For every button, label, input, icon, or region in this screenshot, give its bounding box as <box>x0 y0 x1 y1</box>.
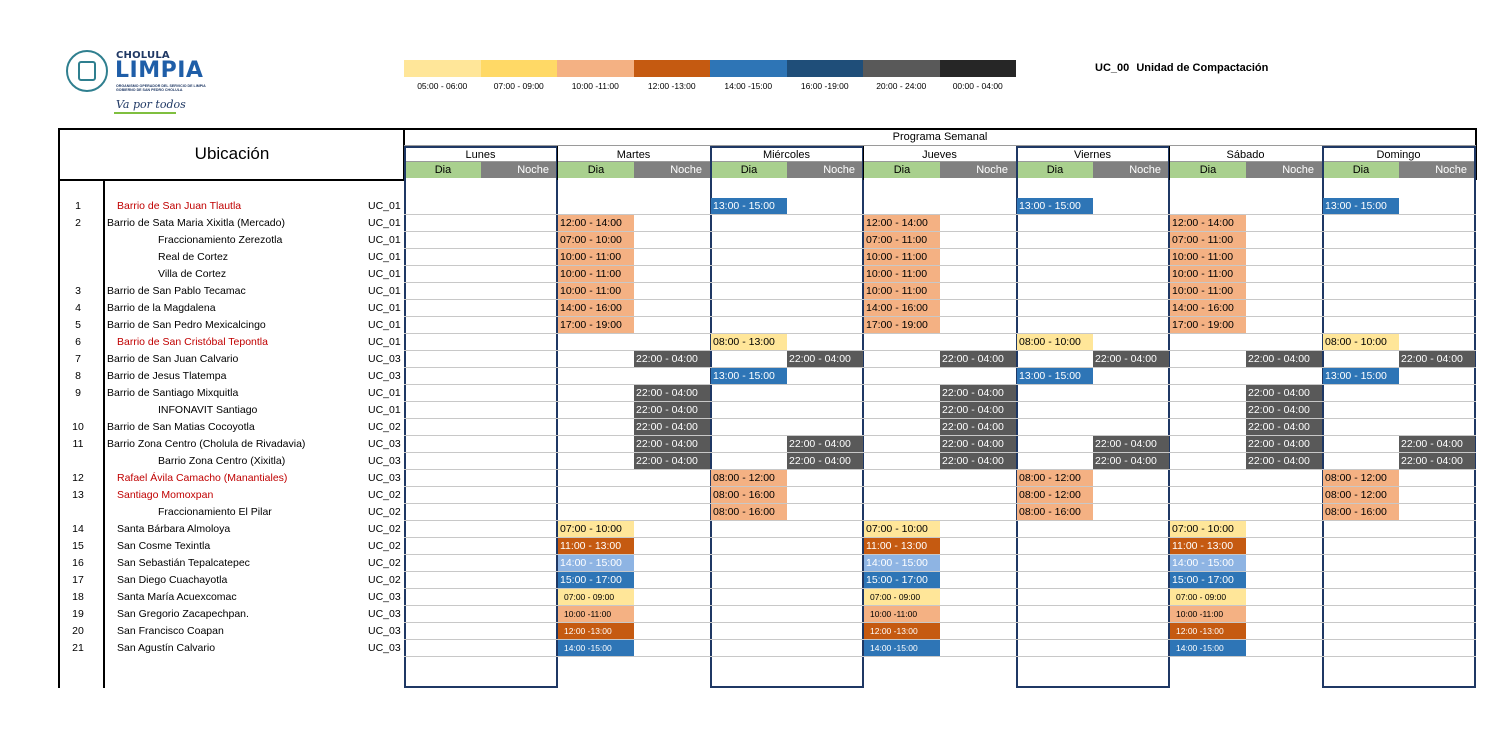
logo-subtitle: ORGANISMO OPERADOR DEL SERVICIO DE LIMPIA GOBIERNO DE SAN PEDRO CHOLULA <box>116 84 206 92</box>
row-gridline <box>404 367 1476 368</box>
row-number: 8 <box>75 370 81 382</box>
row-number: 5 <box>75 319 81 331</box>
row-gridline <box>404 333 1476 334</box>
schedule-chip: 07:00 - 09:00 <box>558 589 634 605</box>
row-number: 21 <box>72 642 84 654</box>
ubicacion-header: Ubicación <box>194 144 270 163</box>
schedule-chip: 14:00 - 16:00 <box>1170 300 1246 316</box>
row-gridline <box>404 469 1476 470</box>
schedule-chip: 22:00 - 04:00 <box>1246 402 1322 418</box>
location-name: Santiago Momoxpan <box>117 489 214 501</box>
row-number: 11 <box>72 438 84 450</box>
schedule-chip: 22:00 - 04:00 <box>940 453 1016 469</box>
schedule-chip: 07:00 - 10:00 <box>558 232 634 248</box>
row-number: 9 <box>75 387 81 399</box>
unit-code-cell: UC_03 <box>368 591 401 603</box>
schedule-chip: 22:00 - 04:00 <box>787 436 863 452</box>
table-number-col-border <box>103 180 105 688</box>
day-column-sep <box>863 146 864 180</box>
noche-subheader: Noche <box>1399 162 1475 178</box>
location-name: Barrio Zona Centro (Cholula de Rivadavia) <box>107 438 306 450</box>
unit-code-cell: UC_02 <box>368 574 401 586</box>
schedule-chip: 13:00 - 15:00 <box>1323 368 1399 384</box>
location-name: Barrio de San Matias Cocoyotla <box>107 421 255 433</box>
dia-subheader: Dia <box>864 162 940 178</box>
unit-code-cell: UC_01 <box>368 285 401 297</box>
dia-subheader: Dia <box>405 162 481 178</box>
schedule-chip: 08:00 - 16:00 <box>711 487 787 503</box>
location-name: Barrio de San Juan Calvario <box>107 353 239 365</box>
unit-code-cell: UC_02 <box>368 523 401 535</box>
location-name: San Sebastián Tepalcatepec <box>117 557 250 569</box>
legend-label: 20:00 - 24:00 <box>876 81 927 91</box>
unit-code-cell: UC_01 <box>368 217 401 229</box>
day-column-box <box>1016 146 1170 688</box>
schedule-chip: 22:00 - 04:00 <box>1093 351 1169 367</box>
schedule-chip: 12:00 -13:00 <box>864 623 940 639</box>
unit-code-cell: UC_03 <box>368 353 401 365</box>
schedule-chip: 13:00 - 15:00 <box>711 368 787 384</box>
row-number: 7 <box>75 353 81 365</box>
header-bottom-border <box>58 179 406 181</box>
schedule-chip: 10:00 -11:00 <box>864 606 940 622</box>
schedule-chip: 10:00 - 11:00 <box>1170 266 1246 282</box>
schedule-chip: 11:00 - 13:00 <box>558 538 634 554</box>
schedule-chip: 08:00 - 16:00 <box>711 504 787 520</box>
schedule-chip: 08:00 - 12:00 <box>1323 470 1399 486</box>
schedule-chip: 14:00 - 15:00 <box>1170 555 1246 571</box>
unit-code-cell: UC_01 <box>368 302 401 314</box>
schedule-chip: 22:00 - 04:00 <box>1399 351 1475 367</box>
schedule-chip: 11:00 - 13:00 <box>1170 538 1246 554</box>
row-number: 18 <box>72 591 84 603</box>
row-number: 14 <box>72 523 84 535</box>
unit-code-cell: UC_02 <box>368 540 401 552</box>
programa-bottom-line <box>404 145 1476 146</box>
schedule-chip: 22:00 - 04:00 <box>634 351 710 367</box>
schedule-chip: 12:00 - 14:00 <box>864 215 940 231</box>
legend-label: 12:00 -13:00 <box>647 81 696 91</box>
unit-code-cell: UC_02 <box>368 489 401 501</box>
day-header-0: Lunes <box>465 149 496 161</box>
schedule-chip: 14:00 -15:00 <box>864 640 940 656</box>
unit-code-cell: UC_02 <box>368 421 401 433</box>
unit-code-cell: UC_03 <box>368 642 401 654</box>
unit-code-cell: UC_03 <box>368 472 401 484</box>
schedule-chip: 14:00 - 16:00 <box>558 300 634 316</box>
schedule-chip: 22:00 - 04:00 <box>940 351 1016 367</box>
row-number: 15 <box>72 540 84 552</box>
schedule-chip: 10:00 - 11:00 <box>864 249 940 265</box>
noche-subheader: Noche <box>634 162 710 178</box>
schedule-chip: 10:00 - 11:00 <box>558 283 634 299</box>
schedule-chip: 15:00 - 17:00 <box>1170 572 1246 588</box>
day-header-4: Viernes <box>1073 149 1112 161</box>
unit-code-cell: UC_03 <box>368 608 401 620</box>
unit-code-cell: UC_03 <box>368 438 401 450</box>
schedule-chip: 22:00 - 04:00 <box>1246 351 1322 367</box>
row-number: 20 <box>72 625 84 637</box>
legend-label: 05:00 - 06:00 <box>417 81 468 91</box>
schedule-chip: 14:00 - 15:00 <box>864 555 940 571</box>
unit-code-cell: UC_01 <box>368 234 401 246</box>
noche-subheader: Noche <box>481 162 557 178</box>
unit-code-cell: UC_03 <box>368 370 401 382</box>
schedule-chip: 12:00 -13:00 <box>558 623 634 639</box>
schedule-chip: 22:00 - 04:00 <box>1246 453 1322 469</box>
row-number: 4 <box>75 302 81 314</box>
location-name: Villa de Cortez <box>158 268 227 280</box>
noche-subheader: Noche <box>787 162 863 178</box>
logo-slogan: Va por todos <box>116 98 186 111</box>
location-name: San Gregorio Zacapechpan. <box>117 608 249 620</box>
schedule-chip: 22:00 - 04:00 <box>1093 436 1169 452</box>
logo-brand-top: CHOLULA <box>116 50 170 61</box>
location-name: San Diego Cuachayotla <box>117 574 228 586</box>
day-header-sep <box>1169 161 1322 162</box>
noche-subheader: Noche <box>1093 162 1169 178</box>
schedule-chip: 22:00 - 04:00 <box>787 351 863 367</box>
schedule-chip: 07:00 - 11:00 <box>864 232 940 248</box>
legend-label: 00:00 - 04:00 <box>952 81 1003 91</box>
location-name: Fraccionamiento Zerezotla <box>158 234 283 246</box>
schedule-chip: 07:00 - 10:00 <box>558 521 634 537</box>
schedule-chip: 22:00 - 04:00 <box>634 402 710 418</box>
dia-subheader: Dia <box>711 162 787 178</box>
location-name: Santa Bárbara Almoloya <box>117 523 231 535</box>
schedule-chip: 08:00 - 12:00 <box>1017 487 1093 503</box>
dia-subheader: Dia <box>558 162 634 178</box>
schedule-chip: 10:00 - 11:00 <box>864 283 940 299</box>
noche-subheader: Noche <box>1246 162 1322 178</box>
location-name: Rafael Ávila Camacho (Manantiales) <box>117 472 288 484</box>
location-name: Fraccionamiento El Pilar <box>158 506 272 518</box>
row-number: 2 <box>75 217 81 229</box>
schedule-chip: 11:00 - 13:00 <box>864 538 940 554</box>
location-name: San Agustín Calvario <box>117 642 216 654</box>
row-gridline <box>404 656 1476 657</box>
programa-semanal-header: Programa Semanal <box>892 131 988 143</box>
schedule-chip: 22:00 - 04:00 <box>940 385 1016 401</box>
location-name: San Francisco Coapan <box>117 625 224 637</box>
schedule-chip: 22:00 - 04:00 <box>940 436 1016 452</box>
unit-code-cell: UC_01 <box>368 268 401 280</box>
row-number: 6 <box>75 336 81 348</box>
table-left-border <box>58 128 60 688</box>
location-name: Barrio de la Magdalena <box>107 302 216 314</box>
schedule-chip: 08:00 - 12:00 <box>1017 470 1093 486</box>
legend-label: 16:00 -19:00 <box>800 81 849 91</box>
location-name: Barrio de San Pedro Mexicalcingo <box>107 319 266 331</box>
schedule-chip: 14:00 - 16:00 <box>864 300 940 316</box>
schedule-chip: 12:00 - 14:00 <box>558 215 634 231</box>
unit-name: Unidad de Compactación <box>1136 62 1269 74</box>
schedule-chip: 08:00 - 12:00 <box>1323 487 1399 503</box>
schedule-chip: 10:00 - 11:00 <box>864 266 940 282</box>
schedule-chip: 08:00 - 10:00 <box>1323 334 1399 350</box>
schedule-chip: 22:00 - 04:00 <box>634 385 710 401</box>
row-number: 10 <box>72 421 84 433</box>
schedule-chip: 08:00 - 16:00 <box>1323 504 1399 520</box>
day-column-sep <box>557 146 558 180</box>
day-header-5: Sábado <box>1226 149 1265 161</box>
schedule-chip: 07:00 - 09:00 <box>864 589 940 605</box>
unit-code-cell: UC_03 <box>368 625 401 637</box>
legend-label: 07:00 - 09:00 <box>493 81 544 91</box>
schedule-chip: 17:00 - 19:00 <box>864 317 940 333</box>
schedule-chip: 08:00 - 13:00 <box>711 334 787 350</box>
day-column-box <box>404 146 558 688</box>
schedule-chip: 17:00 - 19:00 <box>558 317 634 333</box>
schedule-chip: 08:00 - 10:00 <box>1017 334 1093 350</box>
legend-label: 14:00 -15:00 <box>724 81 773 91</box>
location-name: Barrio de San Cristóbal Tepontla <box>117 336 268 348</box>
day-column-box <box>1322 146 1476 688</box>
logo-brand-main: LIMPIA <box>115 58 204 83</box>
day-header-sep <box>557 161 710 162</box>
schedule-chip: 22:00 - 04:00 <box>940 419 1016 435</box>
row-gridline <box>404 503 1476 504</box>
row-gridline <box>404 486 1476 487</box>
schedule-chip: 10:00 -11:00 <box>1170 606 1246 622</box>
schedule-chip: 07:00 - 10:00 <box>1170 521 1246 537</box>
schedule-chip: 22:00 - 04:00 <box>1399 436 1475 452</box>
dia-subheader: Dia <box>1323 162 1399 178</box>
schedule-chip: 14:00 -15:00 <box>1170 640 1246 656</box>
unit-code-cell: UC_02 <box>368 506 401 518</box>
schedule-chip: 10:00 - 11:00 <box>1170 283 1246 299</box>
day-header-1: Martes <box>616 149 651 161</box>
schedule-chip: 15:00 - 17:00 <box>864 572 940 588</box>
unit-code-cell: UC_01 <box>368 404 401 416</box>
schedule-chip: 10:00 - 11:00 <box>1170 249 1246 265</box>
schedule-chip: 10:00 - 11:00 <box>558 249 634 265</box>
location-name: Santa María Acuexcomac <box>117 591 237 603</box>
schedule-chip: 22:00 - 04:00 <box>1399 453 1475 469</box>
schedule-chip: 13:00 - 15:00 <box>1323 198 1399 214</box>
schedule-chip: 07:00 - 09:00 <box>1170 589 1246 605</box>
unit-code-cell: UC_01 <box>368 387 401 399</box>
row-number: 1 <box>75 200 81 212</box>
dia-subheader: Dia <box>1170 162 1246 178</box>
row-number: 12 <box>72 472 84 484</box>
unit-code-cell: UC_02 <box>368 557 401 569</box>
location-name: INFONAVIT Santiago <box>158 404 258 416</box>
location-name: Barrio de San Pablo Tecamac <box>107 285 246 297</box>
schedule-chip: 07:00 - 10:00 <box>864 521 940 537</box>
location-name: Barrio de Jesus Tlatempa <box>107 370 227 382</box>
unit-code-cell: UC_03 <box>368 455 401 467</box>
day-column-box <box>710 146 864 688</box>
schedule-chip: 14:00 - 15:00 <box>558 555 634 571</box>
location-name: Barrio Zona Centro (Xixitla) <box>158 455 286 467</box>
schedule-chip: 17:00 - 19:00 <box>1170 317 1246 333</box>
row-number: 13 <box>72 489 84 501</box>
schedule-chip: 22:00 - 04:00 <box>634 436 710 452</box>
schedule-chip: 07:00 - 11:00 <box>1170 232 1246 248</box>
location-name: Barrio de Santiago Mixquitla <box>107 387 239 399</box>
location-name: San Cosme Texintla <box>117 540 211 552</box>
table-top-border <box>404 128 1477 130</box>
noche-subheader: Noche <box>940 162 1016 178</box>
schedule-chip: 22:00 - 04:00 <box>634 453 710 469</box>
day-header-sep <box>863 161 1016 162</box>
location-name: Real de Cortez <box>158 251 229 263</box>
table-left-top-border <box>58 128 406 130</box>
row-number: 17 <box>72 574 84 586</box>
schedule-chip: 22:00 - 04:00 <box>787 453 863 469</box>
schedule-chip: 14:00 -15:00 <box>558 640 634 656</box>
schedule-chip: 22:00 - 04:00 <box>1246 419 1322 435</box>
day-header-2: Miércoles <box>762 149 811 161</box>
day-header-3: Jueves <box>922 149 957 161</box>
schedule-chip: 08:00 - 16:00 <box>1017 504 1093 520</box>
dia-subheader: Dia <box>1017 162 1093 178</box>
location-name: Barrio de Sata Maria Xixitla (Mercado) <box>107 217 285 229</box>
schedule-chip: 08:00 - 12:00 <box>711 470 787 486</box>
unit-code-cell: UC_01 <box>368 251 401 263</box>
day-header-6: Domingo <box>1376 149 1421 161</box>
unit-code-cell: UC_01 <box>368 336 401 348</box>
row-number: 3 <box>75 285 81 297</box>
schedule-chip: 22:00 - 04:00 <box>1246 436 1322 452</box>
schedule-chip: 12:00 - 14:00 <box>1170 215 1246 231</box>
day-column-sep <box>1169 146 1170 180</box>
row-number: 19 <box>72 608 84 620</box>
schedule-chip: 10:00 -11:00 <box>558 606 634 622</box>
schedule-chip: 12:00 -13:00 <box>1170 623 1246 639</box>
unit-code-cell: UC_01 <box>368 200 401 212</box>
legend-label: 10:00 -11:00 <box>571 81 619 91</box>
unit-code: UC_00 <box>1095 62 1130 74</box>
schedule-chip: 15:00 - 17:00 <box>558 572 634 588</box>
schedule-chip: 13:00 - 15:00 <box>1017 198 1093 214</box>
row-number: 16 <box>72 557 84 569</box>
unit-code-cell: UC_01 <box>368 319 401 331</box>
schedule-chip: 13:00 - 15:00 <box>711 198 787 214</box>
schedule-chip: 13:00 - 15:00 <box>1017 368 1093 384</box>
schedule-chip: 22:00 - 04:00 <box>940 402 1016 418</box>
schedule-chip: 22:00 - 04:00 <box>1093 453 1169 469</box>
schedule-chip: 22:00 - 04:00 <box>1246 385 1322 401</box>
schedule-chip: 10:00 - 11:00 <box>558 266 634 282</box>
location-name: Barrio de San Juan Tlautla <box>117 200 242 212</box>
schedule-chip: 22:00 - 04:00 <box>634 419 710 435</box>
